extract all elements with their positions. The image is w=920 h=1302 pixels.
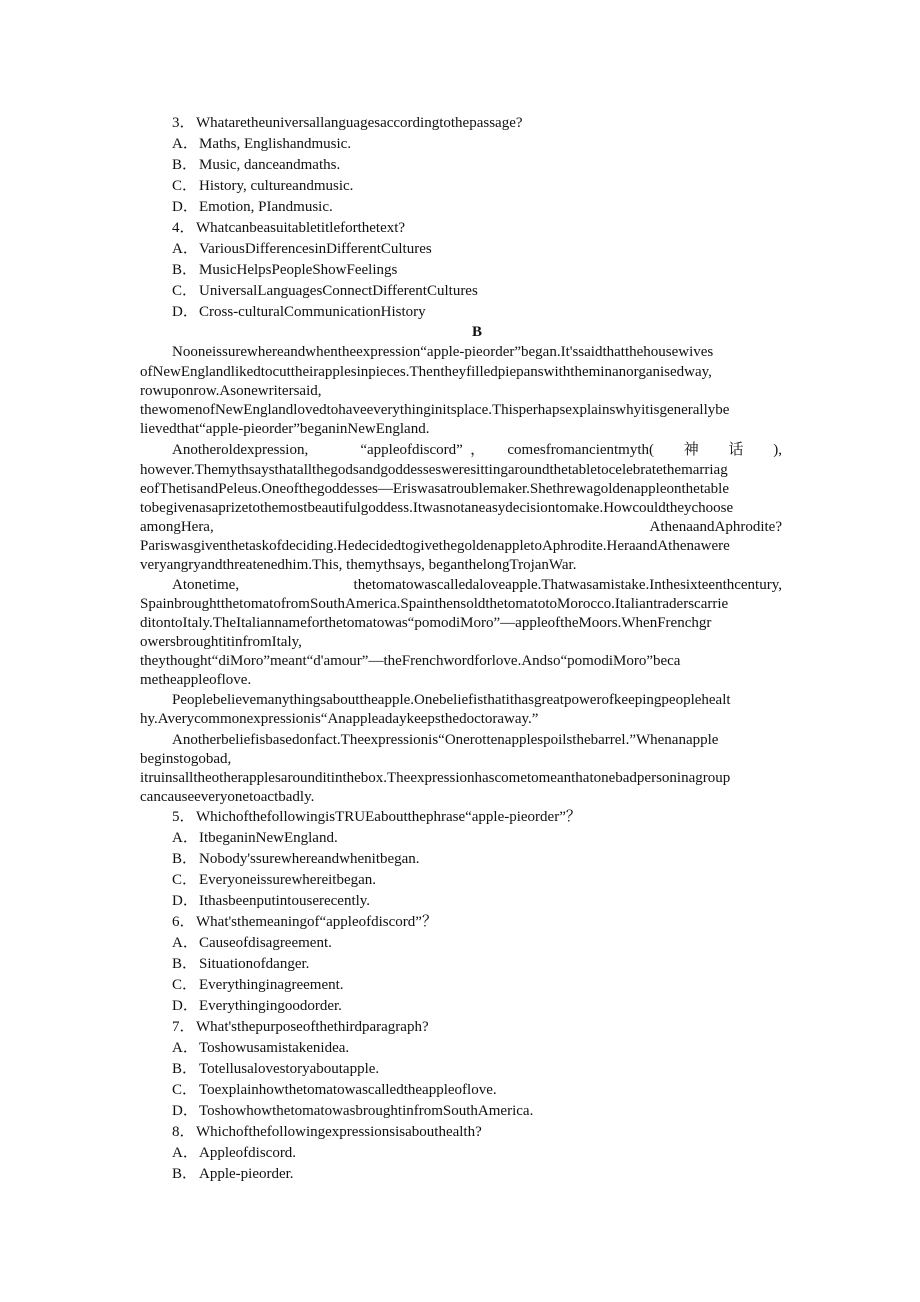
passage-p1-line5: lievedthat“apple-pieorder”beganinNewEngland. (140, 421, 430, 437)
passage-p2-line3: eofThetisandPeleus.Oneofthegoddesses—Eriswasatroublemaker.Shethrewagoldenappleonthetable (140, 481, 729, 497)
q7-option-d: D．ToshowhowthetomatowasbroughtinfromSouthAmerica. (172, 1103, 534, 1119)
passage-p4-line2: hy.Averycommonexpressionis“Anappleadaykeepsthedoctoraway.” (140, 711, 539, 727)
question-number: 5． (172, 809, 195, 825)
question-number: 6． (172, 914, 195, 930)
section-heading-b: B (471, 324, 482, 340)
passage-p5-line3: itruinsalltheotherapplesarounditinthebox.Theexpressionhascometomeanthatonebadpersoninagroup (140, 770, 731, 786)
passage-p2-line2: however.Themythsaysthatallthegodsandgoddessesweresittingaroundthetabletocelebratethemarriag (140, 462, 728, 478)
q4-option-b: B． MusicHelpsPeopleShowFeelings (172, 262, 398, 278)
q7-option-c: C． Toexplainhowthetomatowascalledtheappleoflove. (172, 1082, 497, 1098)
question-text: Whichofthefollowingexpressionsisabouthealth? (196, 1124, 482, 1140)
passage-p2-line4: tobegivenasaprizetothemostbeautifulgoddess.Itwasnotaneasydecisiontomake.Howcouldtheychoose (140, 500, 734, 516)
question-number: 4． (172, 220, 195, 236)
passage-p5-line1: Anotherbeliefisbasedonfact.Theexpressionis“Onerottenapplespoilsthebarrel.”Whenanapple (172, 732, 719, 748)
passage-p1-line2: ofNewEnglandlikedtocuttheirapplesinpieces.Thentheyfilledpiepanswiththeminanorganisedway, (140, 364, 712, 380)
passage-p2-line1: Anotheroldexpression, “appleofdiscord”， comesfromancientmyth( 神 话 ), (172, 442, 782, 458)
passage-p3-line3: ditontoItaly.TheItaliannameforthetomatowas“pomodiMoro”—appleoftheMoors.WhenFrenchgr (140, 615, 712, 631)
passage-p3-line6: metheappleoflove. (140, 672, 252, 688)
question-5 (172, 807, 581, 828)
q3-option-b: B． Music, danceandmaths. (172, 157, 341, 173)
passage-p2-line6: Pariswasgiventhetaskofdeciding.HedecidedtogivethegoldenappletoAphrodite.HeraandAthenawere (140, 538, 730, 554)
q6-option-c: C． Everythinginagreement. (172, 977, 344, 993)
question-text: What'sthepurposeofthethirdparagraph? (196, 1019, 429, 1035)
passage-p5-line4: cancauseeveryonetoactbadly. (140, 789, 315, 805)
q7-option-b: B． Totellusalovestoryaboutapple. (172, 1061, 380, 1077)
question-6 (172, 912, 437, 933)
question-number: 8． (172, 1124, 195, 1140)
q3-option-a: A．Maths, Englishandmusic. (172, 136, 352, 152)
q8-option-b: B． Apple-pieorder. (172, 1166, 294, 1182)
passage-p4-line1: Peoplebelievemanythingsabouttheapple.Onebeliefisthatithasgreatpowerofkeepingpeoplehealt (172, 692, 731, 708)
question-7 (172, 1017, 429, 1038)
q6-option-a: A．Causeofdisagreement. (172, 935, 332, 951)
question-4 (172, 218, 405, 239)
passage-p3-line2: SpainbroughtthetomatofromSouthAmerica.SpainthensoldthetomatotoMorocco.Italiantraderscarrie (140, 596, 729, 612)
q4-option-d: D．Cross-culturalCommunicationHistory (172, 304, 426, 320)
passage-p1-line1: Nooneissurewhereandwhentheexpression“apple-pieorder”began.It'ssaidthatthehousewives (172, 344, 714, 360)
q6-option-b: B． Situationofdanger. (172, 956, 310, 972)
passage-p3-line5: theythought“diMoro”meant“d'amour”—theFrenchwordforlove.Andso“pomodiMoro”beca (140, 653, 681, 669)
q3-option-d: D．Emotion, PIandmusic. (172, 199, 333, 215)
question-text: Whatcanbeasuitabletitleforthetext? (196, 220, 406, 236)
q8-option-a: A．Appleofdiscord. (172, 1145, 297, 1161)
passage-p1-line3: rowuponrow.Asonewritersaid, (140, 383, 322, 399)
question-text: WhichofthefollowingisTRUEaboutthephrase“apple-pieorder”？ (196, 809, 581, 825)
q3-option-c: C． History, cultureandmusic. (172, 178, 354, 194)
passage-p2-line5: amongHera, AthenaandAphrodite? (140, 519, 782, 535)
passage-p2-line7: veryangryandthreatenedhim.This, themythsays, beganthelongTrojanWar. (140, 557, 577, 573)
question-number: 7． (172, 1019, 195, 1035)
q5-option-b: B． Nobody'ssurewhereandwhenitbegan. (172, 851, 420, 867)
question-3 (172, 113, 523, 134)
q6-option-d: D．Everythingingoodorder. (172, 998, 342, 1014)
q5-option-d: D．Ithasbeenputintouserecently. (172, 893, 371, 909)
q5-option-a: A．ItbeganinNewEngland. (172, 830, 338, 846)
passage-p5-line2: beginstogobad, (140, 751, 232, 767)
q7-option-a: A．Toshowusamistakenidea. (172, 1040, 350, 1056)
question-8 (172, 1122, 482, 1143)
q4-option-a: A．VariousDifferencesinDifferentCultures (172, 241, 432, 257)
question-text: Whataretheuniversallanguagesaccordingtothepassage? (196, 115, 523, 131)
q4-option-c: C． UniversalLanguagesConnectDifferentCultures (172, 283, 478, 299)
passage-p3-line1: Atonetime, thetomatowascalledaloveapple.Thatwasamistake.Inthesixteenthcentury, (172, 577, 782, 593)
passage-p1-line4: thewomenofNewEnglandlovedtohaveeverythinginitsplace.Thisperhapsexplainswhyitisgenerallybe (140, 402, 730, 418)
question-number: 3． (172, 115, 195, 131)
question-text: What'sthemeaningof“appleofdiscord”？ (196, 914, 437, 930)
passage-p3-line4: owersbroughtitinfromItaly, (140, 634, 302, 650)
q5-option-c: C． Everyoneissurewhereitbegan. (172, 872, 377, 888)
